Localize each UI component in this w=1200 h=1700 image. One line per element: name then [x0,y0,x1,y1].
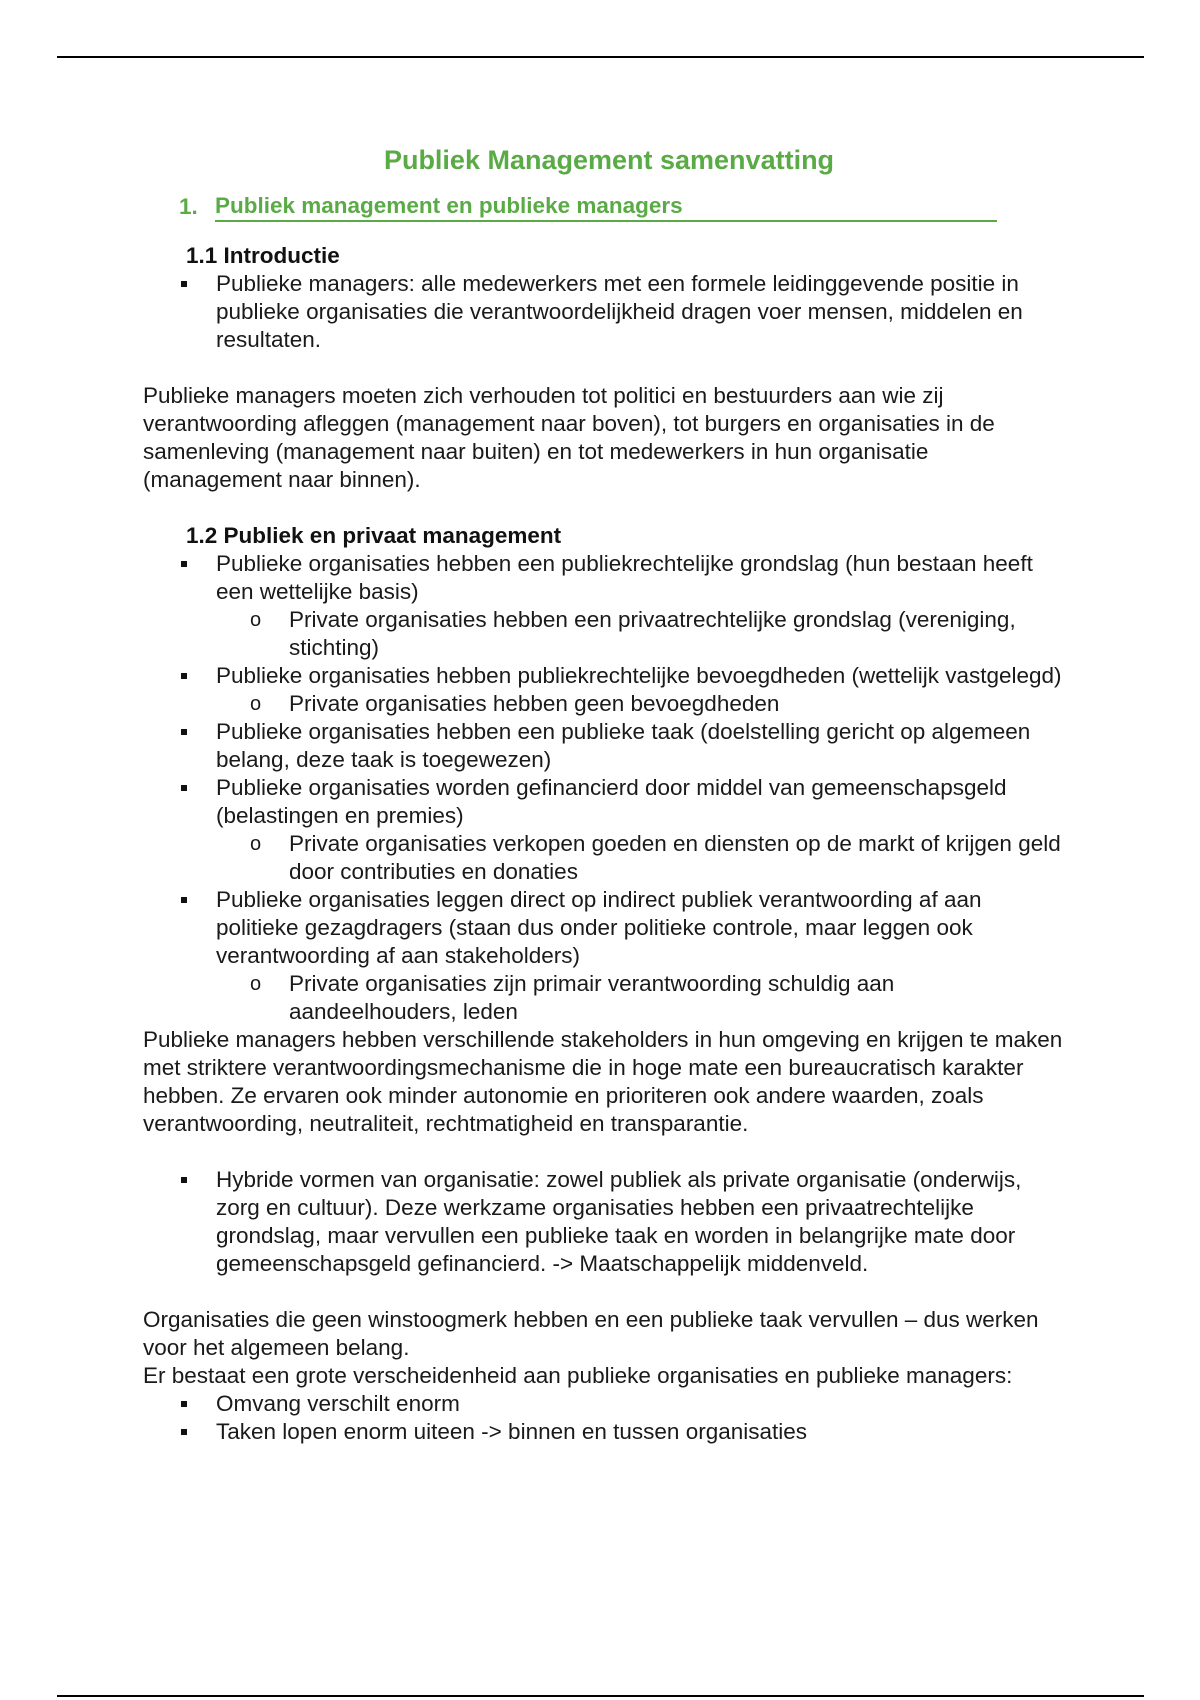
sub-list-item [143,606,1063,662]
list-item [143,718,1063,774]
sub-list-item-text: Private organisaties hebben een privaatrechtelijke grondslag (vereniging, stichting) [289,607,1016,660]
diversity-paragraph: Er bestaat een grote verscheidenheid aan publieke organisaties en publieke managers: [143,1363,1013,1388]
sub-list [143,830,1063,886]
bottom-rule [57,1695,1144,1697]
list-item [143,550,1063,662]
sub-list-item [143,690,1063,718]
sub-list [143,606,1063,662]
list-item-text: Taken lopen enorm uiteen -> binnen en tussen organisaties [216,1419,808,1444]
list-item-text: Publieke managers: alle medewerkers met een formele leidinggevende positie in publieke organisaties die verantwoordelijkheid dragen voer mensen, middelen en resultaten. [216,271,1023,352]
list-item [143,1390,1063,1418]
list-item-text: Publieke organisaties hebben een publieke taak (doelstelling gericht op algemeen belang, deze taak is toegewezen) [216,719,1031,772]
chapter-title: Publiek management en publieke managers [215,192,997,222]
sub-list [143,690,1063,718]
list-item-text: Omvang verschilt enorm [216,1391,460,1416]
list-item [143,774,1063,886]
sub-list-item [143,970,1063,1026]
list-item [143,886,1063,1026]
diversity-bullet-list [143,1390,1063,1446]
square-bullet-icon [181,785,187,791]
circle-bullet-icon: o [250,693,262,715]
sub-list-item-text: Private organisaties verkopen goeden en diensten op de markt of krijgen geld door contributies en donaties [289,831,1061,884]
list-item-text: Hybride vormen van organisatie: zowel publiek als private organisatie (onderwijs, zorg en cultuur). Deze werkzame organisaties hebben een privaatrechtelijke grondslag, maar vervullen een publieke taak en worden in belangrijke mate door gemeenschapsgeld gefinancierd. -> Maatschappelijk middenveld. [216,1167,1022,1276]
sub-list-item [143,830,1063,886]
list-item-text: Publieke organisaties leggen direct op indirect publiek verantwoording af aan politieke gezagdragers (staan dus onder politieke controle, maar leggen ook verantwoording af aan stakeholders) [216,887,982,968]
square-bullet-icon [181,1177,187,1183]
list-item [143,1418,1063,1446]
nonprofit-paragraph: Organisaties die geen winstoogmerk hebben en een publieke taak vervullen – dus werken voor het algemeen belang. [143,1307,1039,1360]
document-body [143,140,1063,1446]
circle-bullet-icon: o [250,833,262,855]
sub-list [143,970,1063,1026]
sub-list-item-text: Private organisaties zijn primair verantwoording schuldig aan aandeelhouders, leden [289,971,895,1024]
square-bullet-icon [181,729,187,735]
document-title: Publiek Management samenvatting [383,145,835,175]
list-item [143,1166,1063,1278]
square-bullet-icon [181,897,187,903]
intro-paragraph: Publieke managers moeten zich verhouden tot politici en bestuurders aan wie zij verantwoording afleggen (management naar boven), tot burgers en organisaties in de samenleving (management naar buiten) en tot medewerkers in hun organisatie (management naar binnen). [143,383,995,492]
chapter-heading [179,192,1063,222]
list-item-text: Publieke organisaties worden gefinancierd door middel van gemeenschapsgeld (belastingen en premies) [216,775,1007,828]
comparison-bullet-list [143,550,1063,1026]
circle-bullet-icon: o [250,973,262,995]
list-item-text: Publieke organisaties hebben publiekrechtelijke bevoegdheden (wettelijk vastgelegd) [216,663,1062,688]
intro-bullet-list [143,270,1063,354]
list-item-text: Publieke organisaties hebben een publiekrechtelijke grondslag (hun bestaan heeft een wettelijke basis) [216,551,1033,604]
square-bullet-icon [181,561,187,567]
circle-bullet-icon: o [250,609,262,631]
section-heading-publiek-privaat: 1.2 Publiek en privaat management [186,523,562,548]
square-bullet-icon [181,673,187,679]
top-rule [57,56,1144,58]
sub-list-item-text: Private organisaties hebben geen bevoegdheden [289,691,780,716]
chapter-number: 1. [179,194,198,219]
list-item [143,662,1063,718]
list-item [143,270,1063,354]
square-bullet-icon [181,281,187,287]
hybrid-bullet-list [143,1166,1063,1278]
square-bullet-icon [181,1401,187,1407]
square-bullet-icon [181,1429,187,1435]
stakeholders-paragraph: Publieke managers hebben verschillende stakeholders in hun omgeving en krijgen te maken met striktere verantwoordingsmechanisme die in hoge mate een bureaucratisch karakter hebben. Ze ervaren ook minder autonomie en prioriteren ook andere waarden, zoals verantwoording, neutraliteit, rechtmatigheid en transparantie. [143,1027,1063,1136]
section-heading-introductie: 1.1 Introductie [186,243,340,268]
